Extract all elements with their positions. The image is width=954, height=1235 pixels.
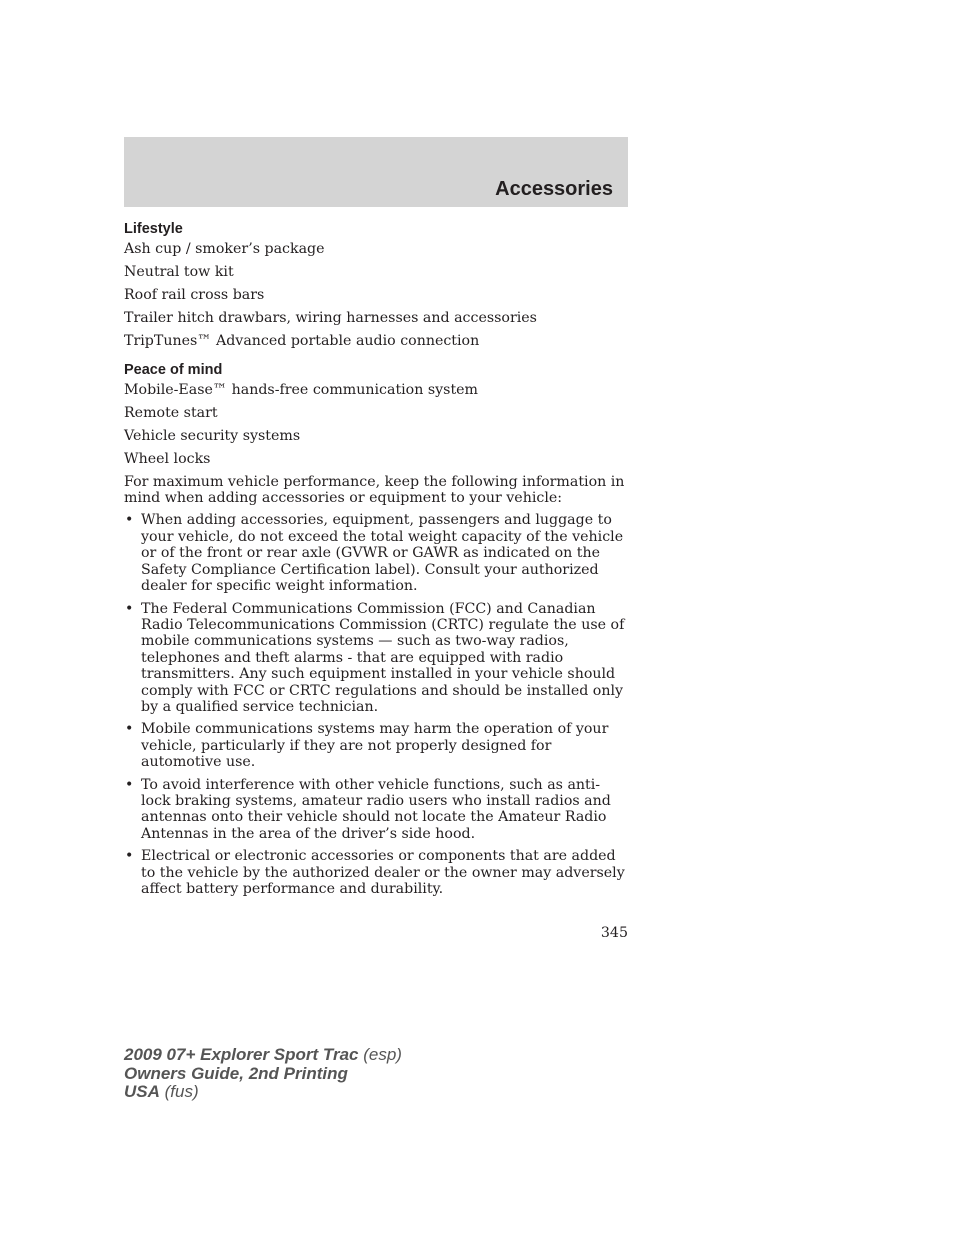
- list-item: [124, 848, 628, 897]
- footer-line-1: [124, 1046, 402, 1065]
- bullet-text: When adding accessories, equipment, passengers and luggage to your vehicle, do not exceed the total weight capacity of the vehicle or of the front or rear axle (GVWR or GAWR as indicated on the Safety Compliance Certification label). Consult your authorized dealer for specific weight information.: [141, 512, 624, 595]
- lifestyle-item: Roof rail cross bars: [124, 286, 265, 303]
- lifestyle-item: TripTunes™ Advanced portable audio connection: [124, 332, 480, 349]
- bullet-icon: •: [125, 848, 134, 865]
- lifestyle-item: Ash cup / smoker’s package: [124, 241, 325, 257]
- bullet-text: Electrical or electronic accessories or components that are added to the vehicle by the authorized dealer or the owner may adversely affect battery performance and durability.: [141, 848, 625, 897]
- peace-of-mind-item: Mobile-Ease™ hands-free communication system: [124, 382, 478, 399]
- list-item: [124, 512, 628, 594]
- list-item: [124, 601, 628, 716]
- peace-of-mind-item: Remote start: [124, 404, 218, 421]
- footer-line-2: [124, 1065, 402, 1084]
- lifestyle-heading: Lifestyle: [124, 221, 183, 237]
- footer-guide: Owners Guide, 2nd Printing: [124, 1063, 348, 1083]
- footer-line-3: [124, 1083, 402, 1102]
- document-footer: [124, 1046, 402, 1102]
- bullet-icon: •: [125, 600, 134, 617]
- footer-model: 2009 07+ Explorer Sport Trac: [124, 1045, 359, 1064]
- footer-market-code: (fus): [159, 1082, 199, 1101]
- list-item: [124, 777, 628, 843]
- lifestyle-section: [124, 220, 628, 349]
- bullet-list: [124, 512, 628, 897]
- chapter-title: Accessories: [495, 178, 613, 200]
- bullet-icon: •: [125, 512, 134, 529]
- peace-of-mind-item: Wheel locks: [124, 450, 211, 467]
- chapter-header-band: [124, 137, 628, 207]
- peace-of-mind-section: [124, 361, 628, 467]
- bullet-text: To avoid interference with other vehicle functions, such as anti-lock braking systems, amateur radio users who install radios and antennas onto their vehicle should not locate the Amateur Radio Antennas in the area of the driver’s side hood.: [141, 776, 611, 842]
- lifestyle-item: Neutral tow kit: [124, 263, 234, 280]
- bullet-icon: •: [125, 721, 134, 738]
- intro-paragraph: For maximum vehicle performance, keep the following information in mind when adding accessories or equipment to your vehicle:: [124, 473, 625, 507]
- page-number: 345: [600, 925, 628, 941]
- bullet-text: Mobile communications systems may harm the operation of your vehicle, particularly if they are not properly designed for automotive use.: [141, 721, 609, 771]
- bullet-text: The Federal Communications Commission (FCC) and Canadian Radio Telecommunications Commission (CRTC) regulate the use of mobile communications systems — such as two-way radios, telephones and theft alarms - that are equipped with radio transmitters. Any such equipment installed in your vehicle should comply with FCC or CRTC regulations and should be installed only by a qualified service technician.: [141, 600, 625, 715]
- peace-of-mind-item: Vehicle security systems: [124, 427, 301, 444]
- footer-model-code: (esp): [358, 1045, 402, 1064]
- bullet-icon: •: [125, 776, 134, 793]
- footer-market: USA: [124, 1082, 160, 1101]
- lifestyle-item: Trailer hitch drawbars, wiring harnesses and accessories: [124, 309, 537, 326]
- peace-of-mind-heading: Peace of mind: [124, 362, 223, 379]
- list-item: [124, 721, 628, 770]
- page-content: [124, 220, 628, 903]
